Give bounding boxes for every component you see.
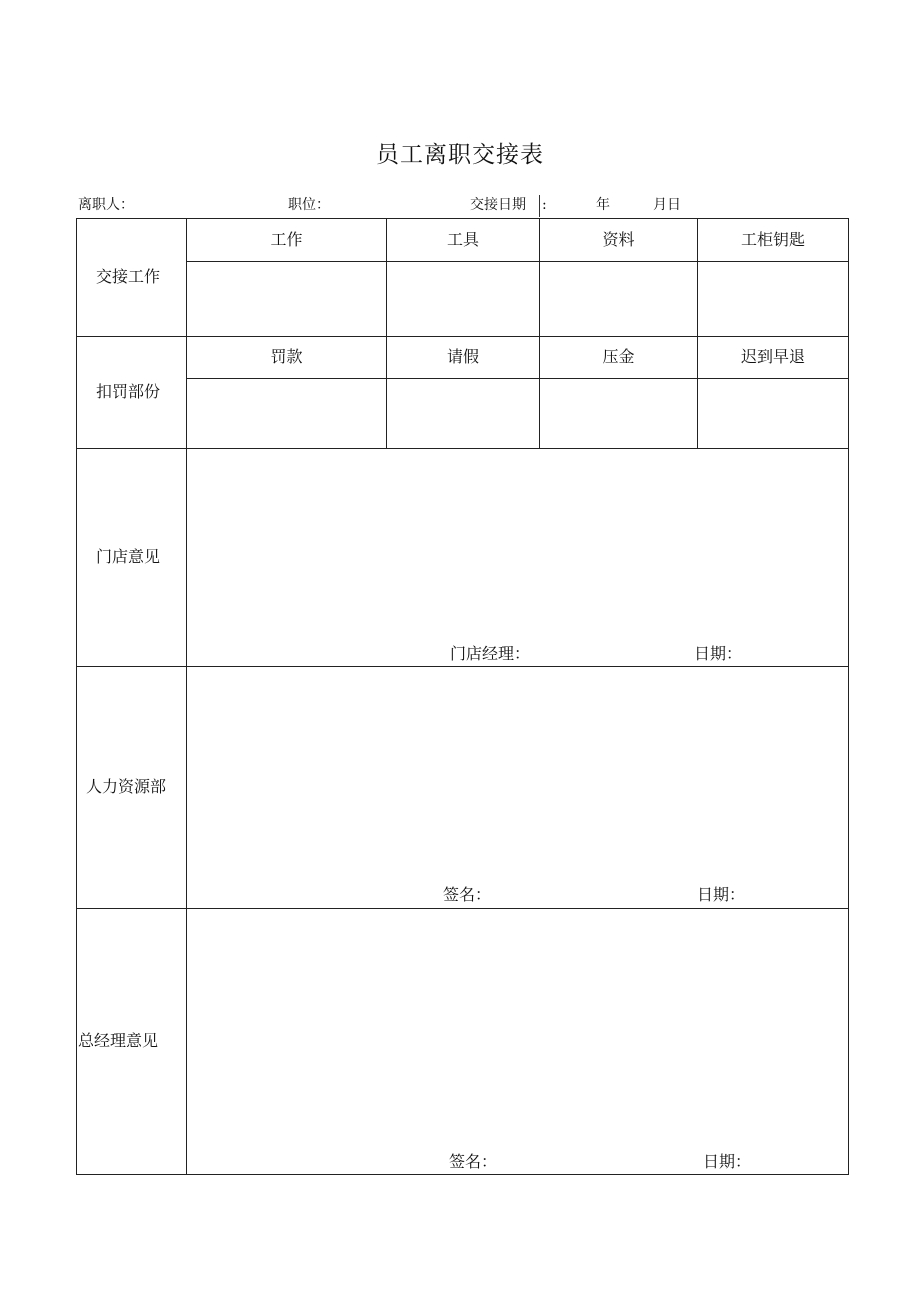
deductions-col-late-early: 迟到早退 [740,347,805,366]
table-border-bottom [76,1174,849,1175]
handover-work-label: 交接工作 [96,267,161,286]
hr-department-entry-area[interactable] [188,668,847,880]
column-divider-3 [697,218,698,449]
deductions-col-leave: 请假 [446,347,479,366]
handover-col-documents: 资料 [602,230,635,249]
handover-work-entry-cell-1[interactable] [188,263,385,335]
column-divider-2 [539,218,540,449]
gm-date-label: 日期： [703,1152,752,1171]
store-manager-signer-label: 门店经理： [450,644,531,663]
deductions-header-line [186,378,849,379]
handover-col-work: 工作 [270,230,303,249]
deductions-deposit-entry-cell[interactable] [541,380,696,447]
position-label: 职位： [288,197,330,213]
handover-locker-key-entry-cell[interactable] [699,263,847,335]
gm-signer-label: 签名： [449,1152,498,1171]
deductions-late-early-entry-cell[interactable] [699,380,847,447]
handover-date-label: 交接日期 [470,197,526,213]
hr-date-label: 日期： [697,885,746,904]
deductions-col-fine: 罚款 [270,347,303,366]
hr-signer-label: 签名： [443,885,492,904]
employee-name-label: 离职人： [78,197,134,213]
handover-date-colon: : [542,197,547,213]
section-divider-gm [76,908,849,909]
table-border-left [76,218,77,1175]
deductions-leave-entry-cell[interactable] [388,380,538,447]
section-divider-store [76,448,849,449]
handover-col-locker-key: 工柜钥匙 [740,230,805,249]
handover-header-line [186,261,849,262]
deductions-fine-entry-cell[interactable] [188,380,385,447]
month-day-label: 月日 [653,197,681,213]
deductions-label: 扣罚部份 [96,382,161,401]
table-border-top [76,218,849,219]
year-label: 年 [596,197,610,213]
store-opinion-entry-area[interactable] [188,450,847,640]
deductions-col-deposit: 压金 [602,347,635,366]
section-divider-hr [76,666,849,667]
handover-col-tools: 工具 [446,230,479,249]
header-divider [539,195,540,217]
column-divider-1 [386,218,387,449]
store-opinion-date-label: 日期： [694,644,743,663]
store-opinion-label: 门店意见 [96,547,161,566]
gm-opinion-entry-area[interactable] [188,910,847,1146]
handover-documents-entry-cell[interactable] [541,263,696,335]
table-border-right [848,218,849,1175]
page-title: 员工离职交接表 [376,142,544,168]
hr-department-label: 人力资源部 [86,777,167,796]
handover-tools-entry-cell[interactable] [388,263,538,335]
gm-opinion-label: 总经理意见 [78,1031,159,1050]
section-divider-deductions [76,336,849,337]
